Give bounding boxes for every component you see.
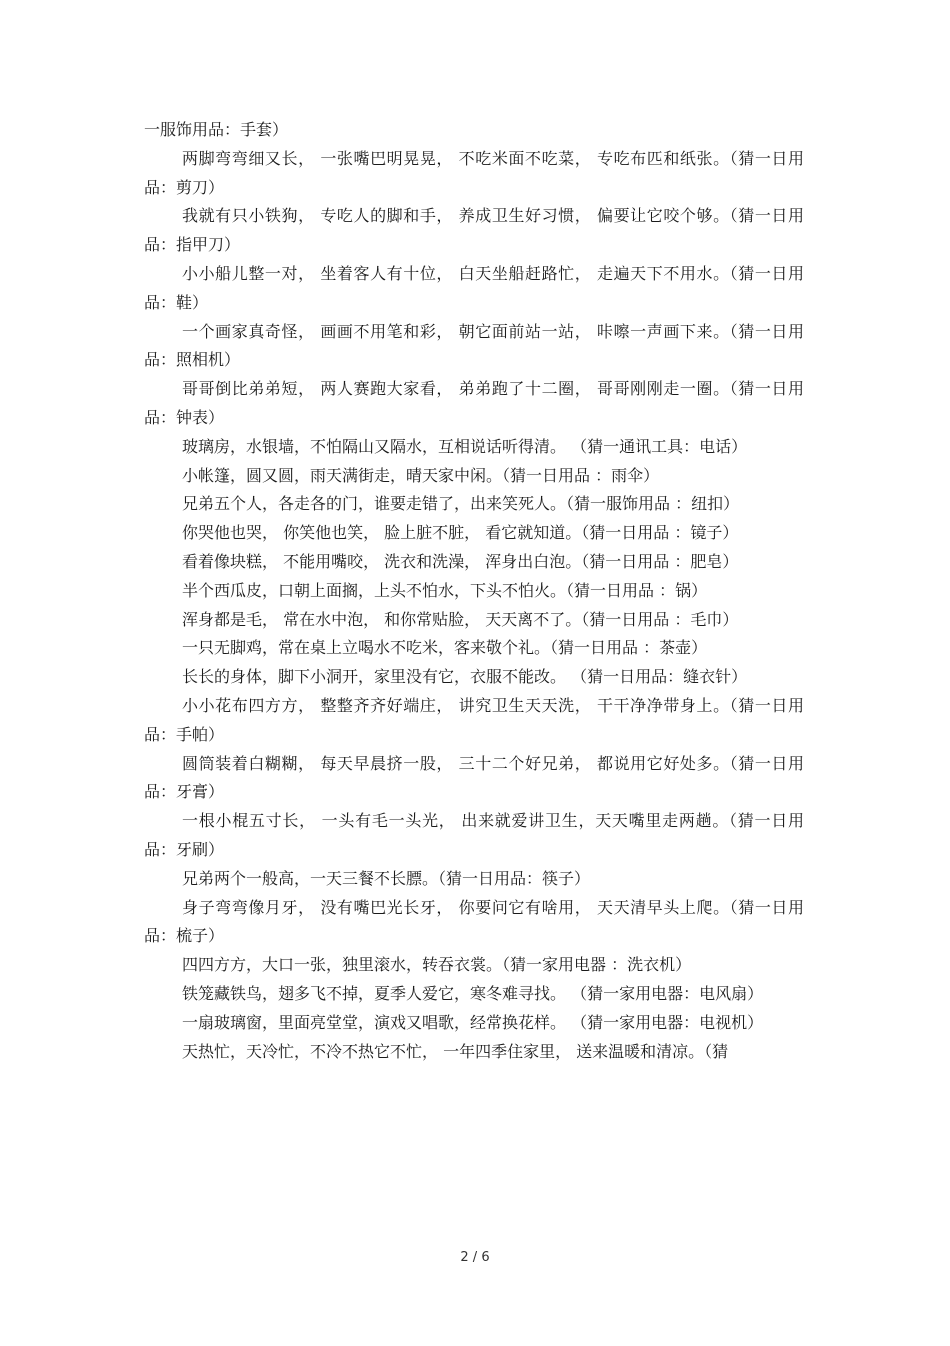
riddle-paragraph: 圆筒装着白糊糊， 每天早晨挤一股， 三十二个好兄弟， 都说用它好处多。（猜一日用品：牙膏） [144, 753, 804, 802]
riddle-paragraph: 兄弟两个一般高，一天三餐不长膘。（猜一日用品：筷子） [182, 868, 591, 888]
riddle-paragraph: 一只无脚鸡，常在桌上立喝水不吃米，客来敬个礼。（猜一日用品 ：茶壶） [182, 638, 708, 658]
riddle-paragraph: 我就有只小铁狗， 专吃人的脚和手， 养成卫生好习惯， 偏要让它咬个够。（猜一日用品：指甲刀） [144, 206, 804, 255]
riddle-paragraph: 铁笼藏铁鸟，翅多飞不掉，夏季人爱它，寒冬难寻找。 （猜一家用电器：电风扇） [182, 983, 764, 1003]
riddle-paragraph: 哥哥倒比弟弟短， 两人赛跑大家看， 弟弟跑了十二圈， 哥哥刚刚走一圈。（猜一日用品：钟表） [144, 379, 804, 427]
riddle-paragraph: 身子弯弯像月牙， 没有嘴巴光长牙， 你要问它有啥用， 天天清早头上爬。（猜一日用品：梳子） [144, 897, 804, 946]
riddle-paragraph: 天热忙，天冷忙，不冷不热它不忙， 一年四季住家里， 送来温暖和清凉。（猜 [182, 1041, 729, 1061]
riddle-paragraph: 一服饰用品：手套） [144, 120, 289, 139]
riddle-paragraph: 两脚弯弯细又长， 一张嘴巴明晃晃， 不吃米面不吃菜， 专吃布匹和纸张。（猜一日用品：剪刀） [144, 148, 804, 197]
riddle-paragraph: 小小船儿整一对， 坐着客人有十位， 白天坐船赶路忙， 走遍天下不用水。（猜一日用品：鞋） [144, 263, 804, 312]
riddle-paragraph: 半个西瓜皮，口朝上面搁，上头不怕水，下头不怕火。（猜一日用品 ：锅） [182, 580, 708, 600]
riddle-paragraph: 你哭他也哭， 你笑他也笑， 脸上脏不脏， 看它就知道。（猜一日用品 ：镜子） [182, 523, 739, 543]
riddle-paragraph: 浑身都是毛， 常在水中泡， 和你常贴脸， 天天离不了。（猜一日用品 ：毛巾） [182, 609, 739, 629]
riddle-list [144, 116, 804, 1066]
riddle-paragraph: 兄弟五个人，各走各的门，谁要走错了，出来笑死人。（猜一服饰用品 ：纽扣） [182, 494, 740, 514]
page-number: 2 / 6 [460, 1250, 490, 1265]
riddle-paragraph: 一根小棍五寸长， 一头有毛一头光， 出来就爱讲卫生，天天嘴里走两趟。（猜一日用品：牙刷） [144, 811, 804, 859]
riddle-paragraph: 小帐篷，圆又圆，雨天满街走，晴天家中闲。（猜一日用品 ：雨伞） [182, 465, 660, 485]
riddle-paragraph: 长长的身体，脚下小洞开，家里没有它，衣服不能改。 （猜一日用品：缝衣针） [182, 667, 748, 687]
riddle-paragraph: 玻璃房，水银墙，不怕隔山又隔水，互相说话听得清。 （猜一通讯工具：电话） [182, 436, 748, 456]
riddle-paragraph: 一个画家真奇怪， 画画不用笔和彩， 朝它面前站一站， 咔嚓一声画下来。（猜一日用品：照相机） [144, 321, 804, 370]
riddle-paragraph: 一扇玻璃窗，里面亮堂堂，演戏又唱歌，经常换花样。 （猜一家用电器：电视机） [182, 1012, 764, 1032]
riddle-paragraph: 四四方方，大口一张，独里滚水，转吞衣裳。（猜一家用电器 ：洗衣机） [182, 955, 692, 975]
riddle-paragraph: 小小花布四方方， 整整齐齐好端庄， 讲究卫生天天洗， 干干净净带身上。（猜一日用品：手帕） [144, 695, 804, 744]
riddle-paragraph: 看着像块糕， 不能用嘴咬， 洗衣和洗澡， 浑身出白泡。（猜一日用品 ：肥皂） [182, 551, 739, 571]
